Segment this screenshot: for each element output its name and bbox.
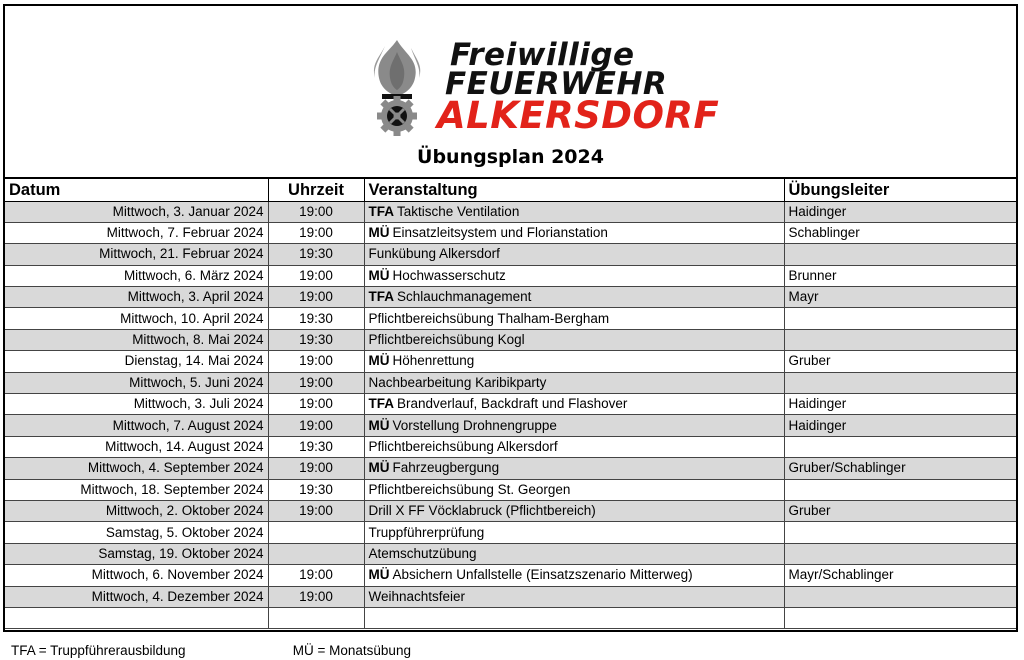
cell-leader: Gruber bbox=[784, 351, 1016, 372]
cell-date: Mittwoch, 8. Mai 2024 bbox=[5, 329, 268, 350]
cell-time: 19:00 bbox=[268, 351, 364, 372]
cell-time: 19:00 bbox=[268, 394, 364, 415]
cell-date: Mittwoch, 2. Oktober 2024 bbox=[5, 500, 268, 521]
cell-event bbox=[364, 436, 784, 457]
empty-cell bbox=[784, 607, 1016, 628]
cell-leader bbox=[784, 244, 1016, 265]
cell-event bbox=[364, 415, 784, 436]
empty-cell bbox=[364, 607, 784, 628]
table-row bbox=[5, 222, 1016, 243]
cell-event bbox=[364, 287, 784, 308]
table-row bbox=[5, 351, 1016, 372]
cell-date: Mittwoch, 5. Juni 2024 bbox=[5, 372, 268, 393]
event-name: Taktische Ventilation bbox=[397, 203, 520, 219]
logo bbox=[5, 6, 1016, 142]
cell-leader bbox=[784, 372, 1016, 393]
cell-leader: Haidinger bbox=[784, 394, 1016, 415]
event-type-abbr: TFA bbox=[368, 396, 394, 412]
cell-leader bbox=[784, 586, 1016, 607]
cell-date: Mittwoch, 3. April 2024 bbox=[5, 287, 268, 308]
cell-leader: Haidinger bbox=[784, 415, 1016, 436]
table-row bbox=[5, 543, 1016, 564]
cell-leader bbox=[784, 308, 1016, 329]
event-name: Nachbearbeitung Karibikparty bbox=[368, 374, 547, 390]
cell-event bbox=[364, 308, 784, 329]
cell-date: Mittwoch, 7. Februar 2024 bbox=[5, 222, 268, 243]
cell-leader: Gruber bbox=[784, 500, 1016, 521]
cell-date: Mittwoch, 18. September 2024 bbox=[5, 479, 268, 500]
cell-date: Dienstag, 14. Mai 2024 bbox=[5, 351, 268, 372]
event-type-abbr: MÜ bbox=[368, 567, 390, 583]
event-type-abbr: MÜ bbox=[368, 460, 390, 476]
table-row bbox=[5, 479, 1016, 500]
event-name: Pflichtbereichsübung Alkersdorf bbox=[368, 438, 558, 454]
cell-event bbox=[364, 265, 784, 286]
table-row bbox=[5, 565, 1016, 586]
cell-leader: Gruber/Schablinger bbox=[784, 458, 1016, 479]
cell-time bbox=[268, 543, 364, 564]
event-name: Einsatzleitsystem und Florianstation bbox=[392, 225, 608, 241]
event-name: Schlauchmanagement bbox=[397, 289, 532, 305]
table-row bbox=[5, 394, 1016, 415]
cell-event bbox=[364, 458, 784, 479]
legend bbox=[11, 642, 411, 660]
event-type-abbr: MÜ bbox=[368, 267, 390, 283]
cell-time: 19:00 bbox=[268, 565, 364, 586]
event-type-abbr: MÜ bbox=[368, 417, 390, 433]
cell-time: 19:30 bbox=[268, 479, 364, 500]
cell-time: 19:00 bbox=[268, 415, 364, 436]
cell-time bbox=[268, 522, 364, 543]
table-row bbox=[5, 329, 1016, 350]
cell-date: Mittwoch, 3. Januar 2024 bbox=[5, 201, 268, 222]
cell-time: 19:00 bbox=[268, 287, 364, 308]
cell-leader: Mayr bbox=[784, 287, 1016, 308]
table-row bbox=[5, 415, 1016, 436]
event-name: Vorstellung Drohnengruppe bbox=[392, 417, 557, 433]
cell-leader: Schablinger bbox=[784, 222, 1016, 243]
table-row bbox=[5, 287, 1016, 308]
legend-mue: MÜ = Monatsübung bbox=[292, 643, 411, 658]
cell-leader: Haidinger bbox=[784, 201, 1016, 222]
cell-time: 19:00 bbox=[268, 265, 364, 286]
cell-time: 19:00 bbox=[268, 201, 364, 222]
page-title: Übungsplan 2024 bbox=[417, 146, 604, 168]
cell-event bbox=[364, 522, 784, 543]
cell-leader: Brunner bbox=[784, 265, 1016, 286]
cell-date: Mittwoch, 3. Juli 2024 bbox=[5, 394, 268, 415]
table-row bbox=[5, 244, 1016, 265]
training-plan-sheet bbox=[3, 4, 1018, 658]
header-datum: Datum bbox=[5, 178, 268, 201]
cell-time: 19:30 bbox=[268, 308, 364, 329]
header-veranstaltung: Veranstaltung bbox=[364, 178, 784, 201]
table-header-row bbox=[5, 178, 1016, 201]
empty-cell bbox=[5, 607, 268, 628]
cell-date: Mittwoch, 7. August 2024 bbox=[5, 415, 268, 436]
cell-time: 19:30 bbox=[268, 244, 364, 265]
cell-date: Mittwoch, 10. April 2024 bbox=[5, 308, 268, 329]
table-row bbox=[5, 522, 1016, 543]
cell-event bbox=[364, 329, 784, 350]
header-uhrzeit: Uhrzeit bbox=[268, 178, 364, 201]
empty-cell bbox=[268, 607, 364, 628]
table-row bbox=[5, 372, 1016, 393]
cell-event bbox=[364, 500, 784, 521]
table-row bbox=[5, 201, 1016, 222]
logo-line-feuerwehr: FEUERWEHR bbox=[445, 66, 668, 102]
cell-date: Mittwoch, 4. September 2024 bbox=[5, 458, 268, 479]
cell-time: 19:00 bbox=[268, 458, 364, 479]
event-type-abbr: TFA bbox=[368, 203, 394, 219]
table-row bbox=[5, 265, 1016, 286]
event-name: Hochwasserschutz bbox=[392, 267, 506, 283]
event-name: Fahrzeugbergung bbox=[392, 460, 500, 476]
event-type-abbr: MÜ bbox=[368, 225, 390, 241]
cell-leader: Mayr/Schablinger bbox=[784, 565, 1016, 586]
cell-leader bbox=[784, 329, 1016, 350]
event-name: Pflichtbereichsübung Thalham-Bergham bbox=[368, 310, 610, 326]
cell-event bbox=[364, 222, 784, 243]
event-type-abbr: TFA bbox=[368, 289, 394, 305]
event-name: Truppführerprüfung bbox=[368, 524, 485, 540]
cell-time: 19:00 bbox=[268, 586, 364, 607]
cell-date: Mittwoch, 6. November 2024 bbox=[5, 565, 268, 586]
cell-leader bbox=[784, 543, 1016, 564]
cell-event bbox=[364, 201, 784, 222]
logo-line-alkersdorf: ALKERSDORF bbox=[437, 94, 720, 137]
cell-event bbox=[364, 586, 784, 607]
event-name: Brandverlauf, Backdraft und Flashover bbox=[397, 396, 628, 412]
table-row-empty bbox=[5, 607, 1016, 628]
legend-tfa: TFA = Truppführerausbildung bbox=[11, 643, 186, 658]
logo-line-freiwillige: Freiwillige bbox=[450, 37, 635, 73]
cell-time: 19:00 bbox=[268, 372, 364, 393]
cell-leader bbox=[784, 436, 1016, 457]
cell-event bbox=[364, 244, 784, 265]
event-name: Pflichtbereichsübung Kogl bbox=[368, 332, 525, 348]
cell-time: 19:30 bbox=[268, 436, 364, 457]
cell-event bbox=[364, 543, 784, 564]
cell-time: 19:00 bbox=[268, 222, 364, 243]
cell-leader bbox=[784, 522, 1016, 543]
cell-date: Mittwoch, 21. Februar 2024 bbox=[5, 244, 268, 265]
table-row bbox=[5, 436, 1016, 457]
table-row bbox=[5, 500, 1016, 521]
cell-date: Samstag, 19. Oktober 2024 bbox=[5, 543, 268, 564]
event-name: Weihnachtsfeier bbox=[368, 588, 466, 604]
cell-event bbox=[364, 565, 784, 586]
cell-time: 19:30 bbox=[268, 329, 364, 350]
cell-leader bbox=[784, 479, 1016, 500]
cell-date: Samstag, 5. Oktober 2024 bbox=[5, 522, 268, 543]
event-type-abbr: MÜ bbox=[368, 353, 390, 369]
cell-event bbox=[364, 479, 784, 500]
cell-event bbox=[364, 351, 784, 372]
cell-date: Mittwoch, 4. Dezember 2024 bbox=[5, 586, 268, 607]
event-name: Funkübung Alkersdorf bbox=[368, 246, 500, 262]
table-row bbox=[5, 458, 1016, 479]
event-name: Drill X FF Vöcklabruck (Pflichtbereich) bbox=[368, 503, 596, 519]
table-row bbox=[5, 586, 1016, 607]
cell-date: Mittwoch, 6. März 2024 bbox=[5, 265, 268, 286]
schedule-table bbox=[5, 177, 1016, 629]
cell-time: 19:00 bbox=[268, 500, 364, 521]
event-name: Höhenrettung bbox=[392, 353, 475, 369]
header-uebungsleiter: Übungsleiter bbox=[784, 178, 1016, 201]
event-name: Atemschutzübung bbox=[368, 545, 477, 561]
cell-event bbox=[364, 372, 784, 393]
fire-brigade-emblem-icon bbox=[365, 38, 429, 136]
table-row bbox=[5, 308, 1016, 329]
cell-event bbox=[364, 394, 784, 415]
event-name: Absichern Unfallstelle (Einsatzszenario Mitterweg) bbox=[392, 567, 693, 583]
event-name: Pflichtbereichsübung St. Georgen bbox=[368, 481, 571, 497]
cell-date: Mittwoch, 14. August 2024 bbox=[5, 436, 268, 457]
